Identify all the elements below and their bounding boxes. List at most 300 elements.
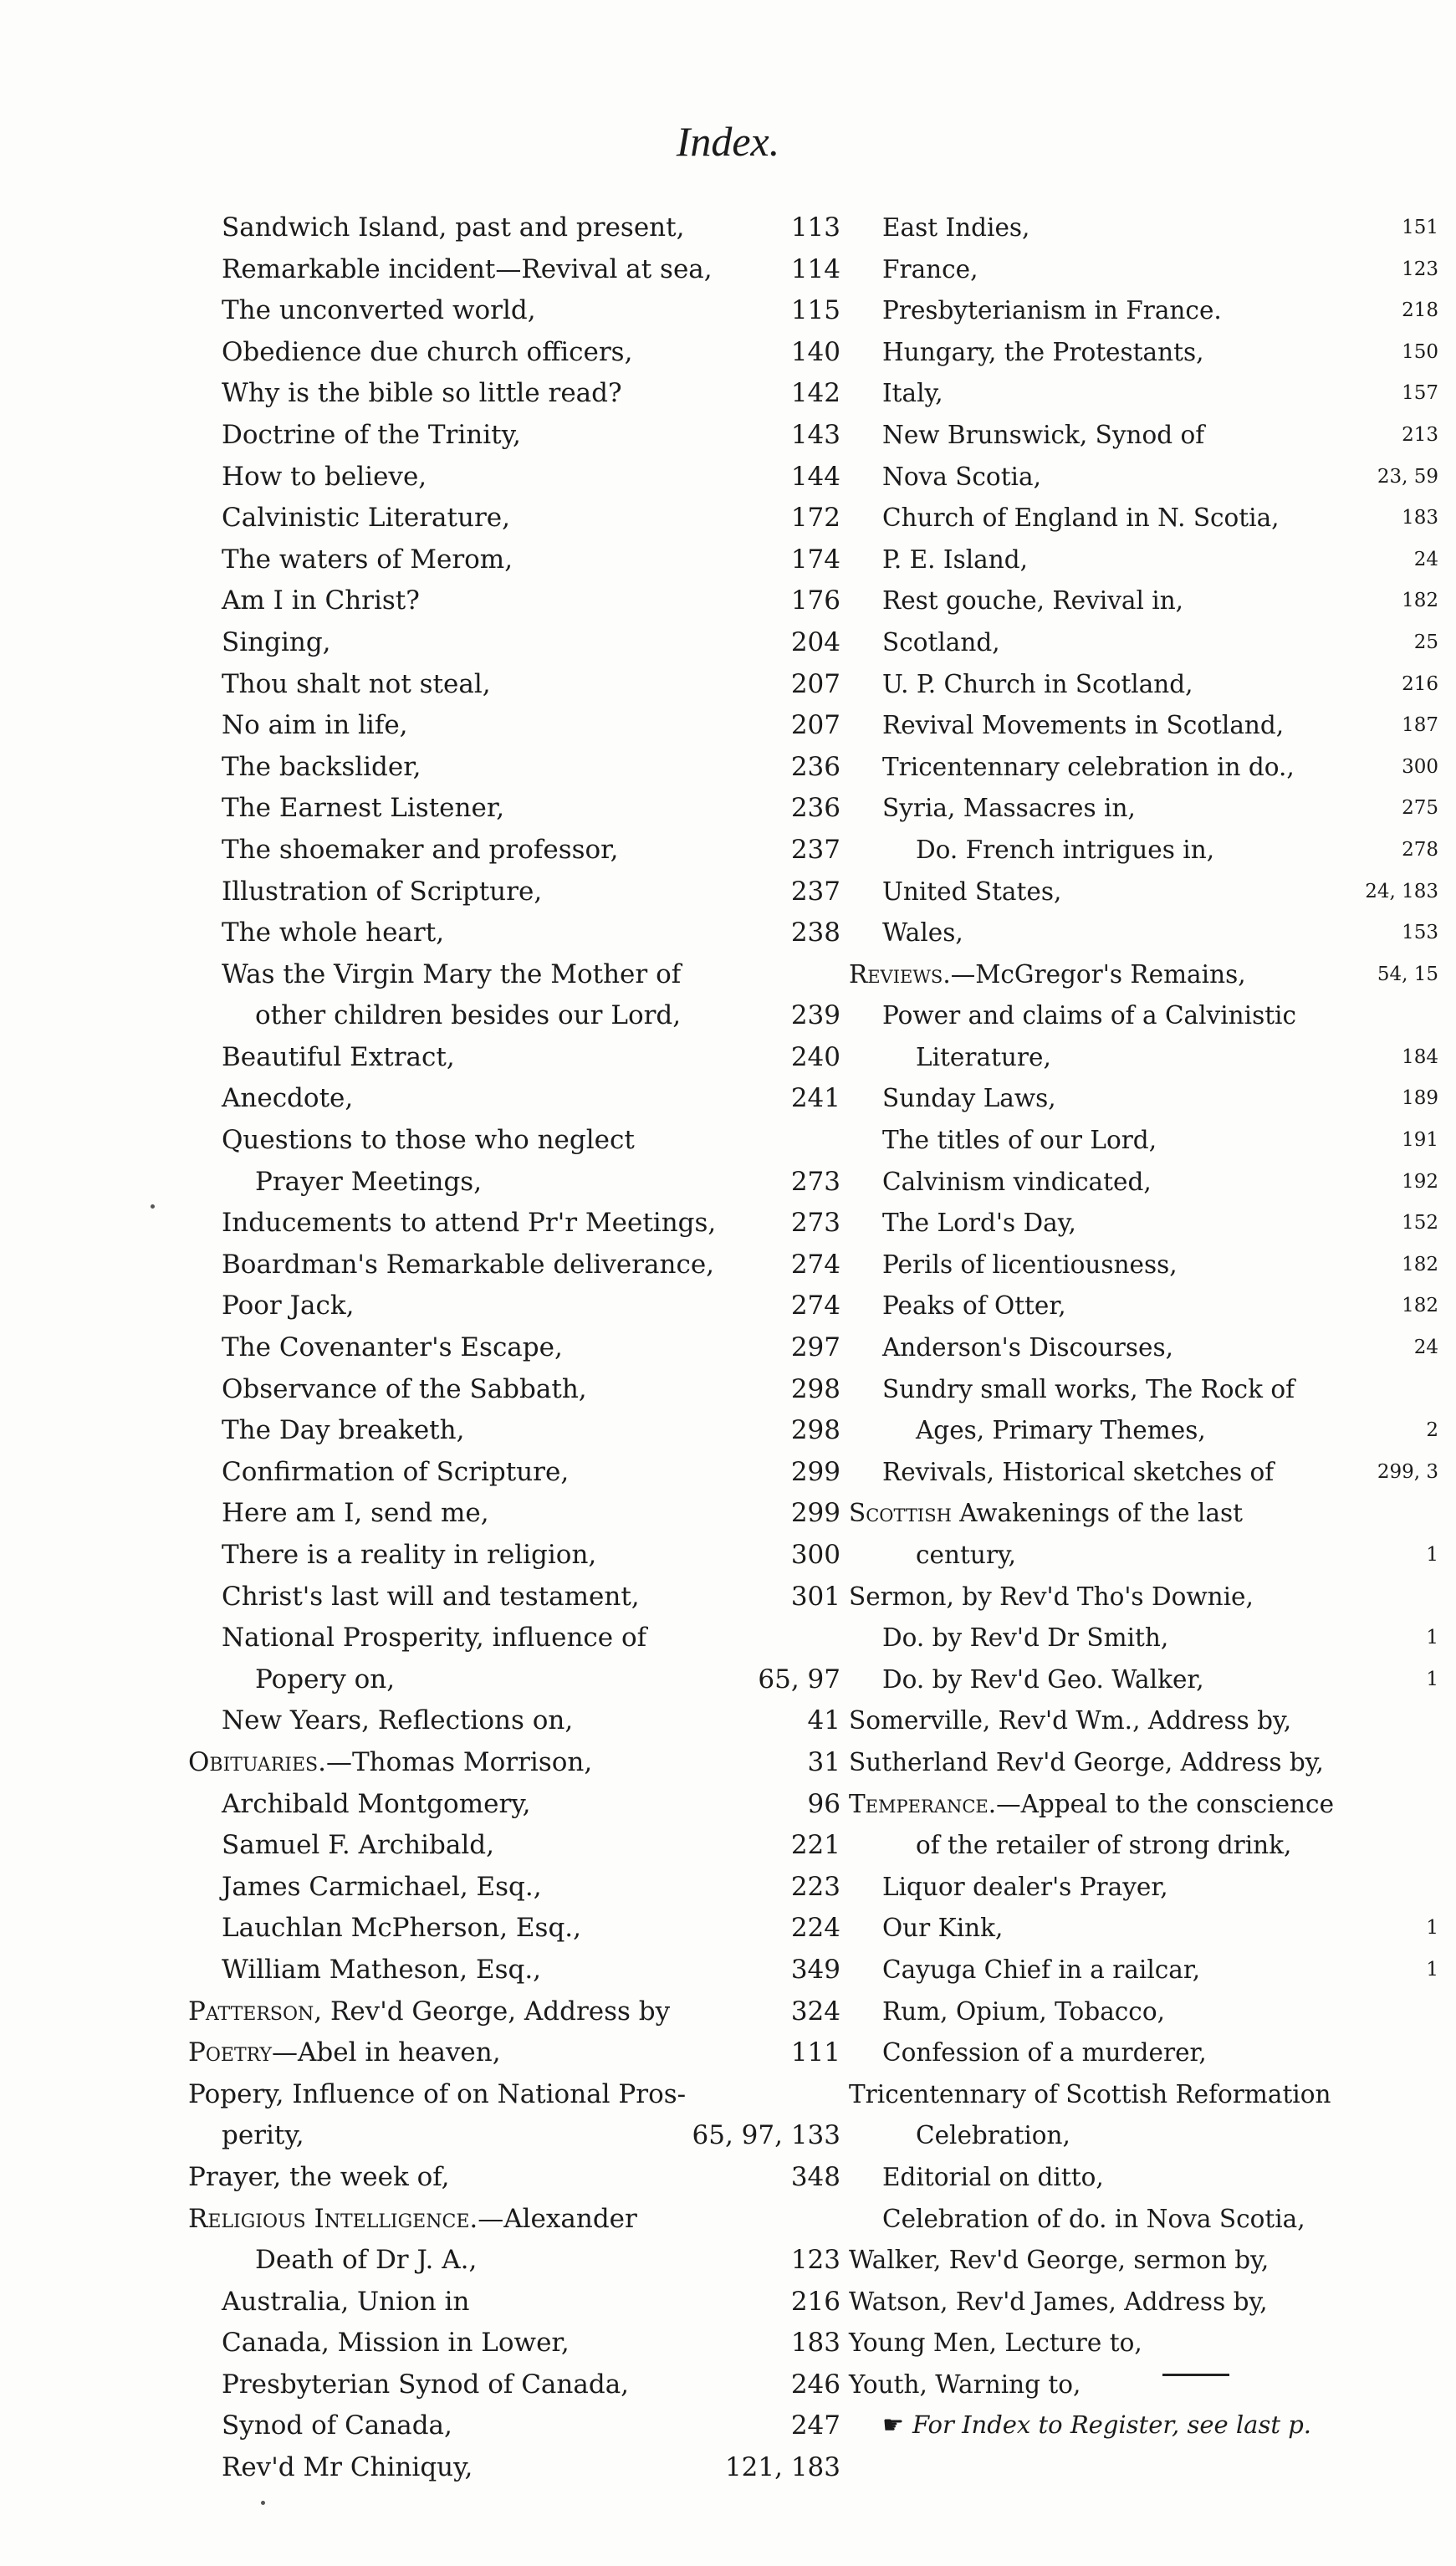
index-entry-page: 299 [790, 1456, 840, 1487]
index-entry-text: Patterson, Rev'd George, Address by [188, 1996, 671, 2027]
index-entry [188, 705, 840, 747]
index-entry [188, 1078, 840, 1120]
index-entry-text: Sandwich Island, past and present, [222, 212, 685, 243]
index-entry-page: 246 [790, 2369, 840, 2400]
index-entry-text: Confirmation of Scripture, [222, 1456, 570, 1487]
index-entry [188, 1162, 840, 1204]
index-entry-text: P. E. Island, [882, 544, 1028, 574]
index-entry-page: 113 [790, 212, 840, 243]
index-entry-page: 223 [790, 1871, 840, 1902]
index-entry-text: Presbyterianism in France. [882, 296, 1222, 325]
index-entry-text: New Years, Reflections on, [222, 1705, 574, 1736]
index-entry-text: Poetry—Abel in heaven, [188, 2037, 501, 2068]
index-entry-page: 151 [1402, 217, 1438, 238]
index-entry [849, 872, 1438, 913]
index-entry-text: Lauchlan McPherson, Esq., [222, 1913, 582, 1944]
index-entry [188, 1867, 840, 1909]
index-entry-page: 114 [790, 253, 840, 284]
index-entry-text: Poor Jack, [222, 1291, 355, 1321]
index-entry [849, 1245, 1438, 1286]
index-entry-page: 207 [790, 668, 840, 699]
index-entry-text: Do. French intrigues in, [916, 835, 1215, 864]
index-entry-page: 348 [790, 2161, 840, 2192]
index-entry-text: The backslider, [222, 751, 421, 782]
index-entry-text: How to believe, [222, 461, 427, 492]
index-entry-text: century, [916, 1541, 1017, 1569]
index-entry-text: Prayer, the week of, [188, 2161, 450, 2192]
index-entry-text: Liquor dealer's Prayer, [882, 1872, 1168, 1901]
index-entry-text: Do. by Rev'd Dr Smith, [882, 1623, 1169, 1653]
index-entry-text: Beautiful Extract, [222, 1041, 455, 1072]
index-entry [188, 747, 840, 789]
index-entry-text: Nova Scotia, [882, 462, 1041, 491]
index-entry-text: Prayer Meetings, [255, 1166, 483, 1197]
index-entry-page: 216 [790, 2286, 840, 2317]
index-entry-page: 191 [1402, 1129, 1438, 1152]
index-entry-text: No aim in life, [222, 710, 408, 741]
index-entry-text: The shoemaker and professor, [222, 834, 619, 865]
index-entry [188, 332, 840, 374]
index-entry-page: 236 [790, 793, 840, 824]
index-entry-page: 273 [790, 1208, 840, 1239]
index-entry [849, 1659, 1438, 1701]
index-entry [849, 1493, 1438, 1535]
index-entry-page: 150 [1402, 340, 1438, 363]
index-entry-text: Popery on, [255, 1664, 396, 1694]
index-entry [849, 373, 1438, 415]
index-entry [849, 2323, 1438, 2364]
index-entry [188, 1742, 840, 1784]
index-entry-text: Celebration, [916, 2121, 1070, 2150]
index-entry [849, 995, 1438, 1037]
index-entry [849, 249, 1438, 291]
index-entry-text: The Earnest Listener, [222, 793, 505, 824]
index-entry-page: 238 [790, 918, 840, 948]
index-entry [849, 2157, 1438, 2199]
index-entry-text: Questions to those who neglect [222, 1125, 635, 1156]
index-entry-page: 25 [1413, 631, 1438, 653]
index-entry [188, 1245, 840, 1286]
index-entry-page: 183 [790, 2328, 840, 2359]
index-entry-page: 152 [1402, 1212, 1438, 1234]
index-entry-text: Here am I, send me, [222, 1498, 489, 1529]
index-entry [188, 2032, 840, 2074]
index-entry-page: 2 [1426, 1419, 1438, 1442]
index-entry [849, 2240, 1438, 2282]
index-entry [188, 1410, 840, 1452]
index-entry-page: 111 [790, 2037, 840, 2068]
index-entry-page: 182 [1402, 1295, 1438, 1317]
index-entry [849, 1867, 1438, 1909]
footer-note [882, 2410, 1311, 2439]
index-entry-page: 140 [790, 336, 840, 367]
index-entry-text: Rest gouche, Revival in, [882, 586, 1184, 616]
index-entry [849, 207, 1438, 249]
index-entry [849, 332, 1438, 374]
index-entry-text: Power and claims of a Calvinistic [882, 1001, 1297, 1030]
index-entry [188, 249, 840, 291]
index-entry [188, 1203, 840, 1245]
index-entry-page: 123 [790, 2245, 840, 2276]
index-entry [188, 830, 840, 872]
index-entry [849, 415, 1438, 457]
index-entry-text: Cayuga Chief in a railcar, [882, 1955, 1201, 1984]
index-entry [188, 457, 840, 498]
index-entry [849, 705, 1438, 747]
index-entry [188, 580, 840, 622]
index-entry [188, 2199, 840, 2241]
index-entry [849, 664, 1438, 706]
index-entry-page: 278 [1402, 838, 1438, 861]
index-entry-text: France, [882, 254, 978, 284]
index-entry-text: The waters of Merom, [222, 544, 513, 575]
index-entry [188, 2240, 840, 2282]
index-entry-page: 240 [790, 1041, 840, 1072]
index-entry [849, 830, 1438, 872]
index-entry [188, 872, 840, 913]
index-entry-text: Observance of the Sabbath, [222, 1373, 587, 1404]
index-entry [849, 1742, 1438, 1784]
index-entry-page: 24 [1413, 1337, 1438, 1359]
index-entry-page: 31 [807, 1746, 840, 1777]
index-entry [188, 1452, 840, 1494]
index-entry-page: 189 [1402, 1087, 1438, 1110]
index-entry-page: 144 [790, 461, 840, 492]
index-entry-text: The whole heart, [222, 918, 445, 948]
index-entry-text: Youth, Warning to, [849, 2369, 1081, 2399]
index-entry-text: Singing, [222, 626, 331, 657]
index-entry-page: 301 [790, 1581, 840, 1612]
index-entry-page: 23, 59 [1377, 465, 1438, 488]
index-entry-text: Illustration of Scripture, [222, 876, 543, 907]
index-entry-text: The Covenanter's Escape, [222, 1332, 563, 1363]
index-entry-text: There is a reality in religion, [222, 1540, 597, 1570]
index-entry-page: 115 [790, 295, 840, 326]
index-entry-page: 41 [807, 1705, 840, 1736]
index-entry-text: Confession of a murderer, [882, 2038, 1207, 2068]
index-entry-page: 213 [1402, 423, 1438, 446]
index-entry-text: Scottish Awakenings of the last [849, 1499, 1244, 1528]
index-entry [849, 2115, 1438, 2157]
index-entry-page: 247 [790, 2410, 840, 2441]
index-entry [849, 1577, 1438, 1618]
index-entry-text: Tricentennary celebration in do., [882, 752, 1295, 781]
index-entry-page: 1 [1426, 1627, 1438, 1649]
index-entry-text: Reviews.—McGregor's Remains, [849, 959, 1246, 989]
index-entry-page: 121, 183 [724, 2452, 840, 2483]
index-entry-page: 1 [1426, 1668, 1438, 1690]
index-entry-page: 274 [790, 1249, 840, 1280]
index-entry [188, 2364, 840, 2406]
index-entry-page: 143 [790, 419, 840, 450]
index-entry-text: Christ's last will and testament, [222, 1581, 640, 1612]
index-entry [849, 2032, 1438, 2074]
index-entry-page: 1 [1426, 1958, 1438, 1981]
index-entry [188, 995, 840, 1037]
index-entry-text: Peaks of Otter, [882, 1291, 1066, 1321]
index-entry [188, 1286, 840, 1327]
index-entry-text: Samuel F. Archibald, [222, 1830, 494, 1861]
footer-rule [1162, 2374, 1229, 2376]
index-entry-text: Editorial on ditto, [882, 2162, 1104, 2191]
index-entry [849, 2074, 1438, 2116]
index-entry-page: 1 [1426, 1917, 1438, 1940]
stray-mark [261, 2501, 265, 2505]
index-entry-page: 299, 3 [1377, 1460, 1438, 1483]
index-entry-page: 184 [1402, 1045, 1438, 1068]
index-entry-page: 24, 183 [1365, 880, 1438, 902]
index-entry-text: Death of Dr J. A., [255, 2245, 478, 2276]
index-entry [188, 498, 840, 539]
index-entry [849, 1410, 1438, 1452]
index-entry [188, 1535, 840, 1577]
index-entry-text: Sundry small works, The Rock of [882, 1374, 1295, 1403]
index-entry [188, 415, 840, 457]
index-entry [188, 2074, 840, 2116]
pointing-hand-icon: ☛ [882, 2410, 904, 2439]
index-entry [188, 622, 840, 664]
index-entry [849, 498, 1438, 539]
index-entry-text: The titles of our Lord, [882, 1126, 1157, 1155]
index-entry-page: 207 [790, 710, 840, 741]
index-entry-page: 300 [790, 1540, 840, 1570]
index-entry-page: 298 [790, 1415, 840, 1446]
index-entry-text: Literature, [916, 1042, 1051, 1071]
index-entry-text: Remarkable incident—Revival at sea, [222, 253, 713, 284]
index-entry-text: National Prosperity, influence of [222, 1623, 647, 1654]
index-entry [188, 1618, 840, 1659]
index-entry-page: 1 [1426, 1544, 1438, 1566]
index-entry-page: 182 [1402, 1253, 1438, 1275]
index-entry-text: U. P. Church in Scotland, [882, 669, 1193, 698]
index-entry-text: Walker, Rev'd George, sermon by, [849, 2246, 1270, 2275]
index-entry-page: 236 [790, 751, 840, 782]
index-entry [849, 1120, 1438, 1162]
index-entry [849, 580, 1438, 622]
index-entry [849, 1825, 1438, 1867]
right-column [849, 207, 1438, 2405]
index-entry-text: Revivals, Historical sketches of [882, 1457, 1275, 1486]
index-entry-page: 65, 97 [758, 1664, 840, 1694]
index-entry [849, 1037, 1438, 1079]
index-entry [849, 1162, 1438, 1204]
index-entry [188, 1493, 840, 1535]
index-entry-text: James Carmichael, Esq., [222, 1871, 542, 1902]
index-entry [188, 2405, 840, 2447]
index-entry-page: 241 [790, 1083, 840, 1114]
index-entry-page: 224 [790, 1913, 840, 1944]
index-entry-text: Scotland, [882, 627, 1000, 657]
index-entry-page: 96 [807, 1788, 840, 1819]
index-entry-page: 274 [790, 1291, 840, 1321]
index-entry [849, 290, 1438, 332]
index-entry-text: East Indies, [882, 213, 1030, 242]
index-entry-page: 153 [1402, 922, 1438, 944]
index-entry-text: Perils of licentiousness, [882, 1250, 1178, 1279]
index-entry [188, 2323, 840, 2364]
index-entry-text: Temperance.—Appeal to the conscience [849, 1789, 1335, 1818]
index-entry [849, 1369, 1438, 1411]
index-entry [188, 1950, 840, 1991]
index-entry-text: Ages, Primary Themes, [916, 1416, 1206, 1445]
index-entry-page: 300 [1402, 755, 1438, 778]
index-entry-text: Do. by Rev'd Geo. Walker, [882, 1664, 1204, 1694]
index-entry [188, 1784, 840, 1826]
index-entry [188, 912, 840, 954]
index-entry [188, 1120, 840, 1162]
index-entry [188, 207, 840, 249]
index-entry-text: Italy, [882, 379, 943, 408]
index-entry [188, 2115, 840, 2157]
index-entry-page: 299 [790, 1498, 840, 1529]
index-entry-text: Obituaries.—Thomas Morrison, [188, 1746, 593, 1777]
index-entry-page: 221 [790, 1830, 840, 1861]
index-entry-page: 24 [1413, 548, 1438, 570]
index-entry-text: Tricentennary of Scottish Reformation [849, 2079, 1331, 2109]
index-entry-page: 176 [790, 585, 840, 616]
index-entry [188, 2157, 840, 2199]
index-entry [849, 1286, 1438, 1327]
index-entry [849, 2282, 1438, 2323]
index-entry-text: Syria, Massacres in, [882, 794, 1136, 823]
index-entry-text: Presbyterian Synod of Canada, [222, 2369, 630, 2400]
left-column [188, 207, 840, 2489]
index-entry [849, 1991, 1438, 2033]
index-entry-text: Australia, Union in [222, 2286, 470, 2317]
index-entry [849, 1452, 1438, 1494]
index-entry-text: Anderson's Discourses, [882, 1333, 1173, 1362]
index-entry [188, 1908, 840, 1950]
index-entry-text: Hungary, the Protestants, [882, 337, 1204, 366]
index-entry-page: 273 [790, 1166, 840, 1197]
index-entry-text: The Lord's Day, [882, 1209, 1076, 1238]
index-entry [849, 1700, 1438, 1742]
index-entry-page: 237 [790, 834, 840, 865]
index-entry [188, 1700, 840, 1742]
index-entry-text: Boardman's Remarkable deliverance, [222, 1249, 715, 1280]
index-entry [188, 2282, 840, 2323]
index-entry [849, 1908, 1438, 1950]
footer-note-text: For Index to Register, see last p. [912, 2410, 1312, 2439]
index-entry-text: Am I in Christ? [222, 585, 420, 616]
index-entry [188, 954, 840, 996]
index-entry [188, 1577, 840, 1618]
index-entry-text: Calvinism vindicated, [882, 1167, 1152, 1196]
index-entry-text: other children besides our Lord, [255, 1000, 682, 1031]
index-entry [849, 457, 1438, 498]
index-entry-text: New Brunswick, Synod of [882, 420, 1205, 449]
index-entry-text: Church of England in N. Scotia, [882, 503, 1280, 533]
index-entry [188, 290, 840, 332]
index-entry [188, 2447, 840, 2489]
index-entry-page: 54, 15 [1377, 963, 1438, 985]
index-entry-page: 182 [1402, 590, 1438, 612]
index-entry [188, 1659, 840, 1701]
index-entry-text: Rev'd Mr Chiniquy, [222, 2452, 473, 2483]
index-entry [849, 954, 1438, 996]
index-entry-page: 157 [1402, 382, 1438, 405]
stray-mark [151, 1204, 155, 1209]
index-entry [188, 664, 840, 706]
index-entry [849, 1327, 1438, 1369]
index-entry [849, 1950, 1438, 1991]
index-entry-text: Watson, Rev'd James, Address by, [849, 2287, 1268, 2316]
index-entry-page: 65, 97, 133 [692, 2120, 840, 2151]
index-entry-page: 174 [790, 544, 840, 575]
index-entry-page: 183 [1402, 507, 1438, 529]
index-entry-text: Our Kink, [882, 1914, 1004, 1943]
index-entry-text: Somerville, Rev'd Wm., Address by, [849, 1706, 1292, 1735]
index-entry-page: 275 [1402, 797, 1438, 820]
index-entry-text: Obedience due church officers, [222, 336, 633, 367]
index-entry-text: Sunday Laws, [882, 1084, 1056, 1113]
index-entry-text: Celebration of do. in Nova Scotia, [882, 2204, 1305, 2233]
index-entry [849, 622, 1438, 664]
index-entry-page: 297 [790, 1332, 840, 1363]
index-entry-page: 218 [1402, 299, 1438, 322]
page-title: Index. [676, 118, 780, 165]
index-entry-text: Young Men, Lecture to, [849, 2328, 1142, 2358]
index-entry-text: Doctrine of the Trinity, [222, 419, 521, 450]
index-entry-text: Thou shalt not steal, [222, 668, 491, 699]
index-entry-page: 123 [1402, 258, 1438, 280]
index-entry-page: 324 [790, 1996, 840, 2027]
index-entry-text: The Day breaketh, [222, 1415, 465, 1446]
index-entry-text: United States, [882, 877, 1062, 906]
index-entry-text: perity, [222, 2120, 304, 2151]
index-entry-page: 216 [1402, 672, 1438, 695]
index-entry [849, 747, 1438, 789]
index-entry [849, 1784, 1438, 1826]
index-entry-text: Sermon, by Rev'd Tho's Downie, [849, 1582, 1254, 1611]
index-entry [188, 539, 840, 581]
index-entry-text: Archibald Montgomery, [222, 1788, 531, 1819]
index-entry-text: William Matheson, Esq., [222, 1954, 542, 1985]
index-entry [188, 1037, 840, 1079]
index-entry [849, 539, 1438, 581]
index-entry [188, 1991, 840, 2033]
index-entry-text: Sutherland Rev'd George, Address by, [849, 1747, 1324, 1776]
index-entry-text: Canada, Mission in Lower, [222, 2328, 570, 2359]
index-entry [188, 788, 840, 830]
index-entry [849, 1203, 1438, 1245]
index-entry [849, 912, 1438, 954]
index-entry-text: Wales, [882, 918, 963, 948]
index-entry-page: 239 [790, 1000, 840, 1031]
index-entry [188, 373, 840, 415]
index-entry-text: Inducements to attend Pr'r Meetings, [222, 1208, 717, 1239]
index-entry-page: 204 [790, 626, 840, 657]
index-entry [849, 788, 1438, 830]
index-entry-page: 349 [790, 1954, 840, 1985]
index-entry [849, 2199, 1438, 2241]
index-entry-text: Was the Virgin Mary the Mother of [222, 958, 682, 989]
index-entry-page: 192 [1402, 1170, 1438, 1193]
index-entry [849, 2364, 1438, 2406]
index-entry-text: Synod of Canada, [222, 2410, 452, 2441]
index-entry-page: 298 [790, 1373, 840, 1404]
index-entry-text: of the retailer of strong drink, [916, 1831, 1292, 1860]
index-entry [849, 1535, 1438, 1577]
index-entry-text: Anecdote, [222, 1083, 354, 1114]
index-entry-text: Popery, Influence of on National Pros- [188, 2078, 687, 2109]
index-entry-page: 187 [1402, 714, 1438, 737]
index-entry-page: 142 [790, 378, 840, 409]
index-entry [849, 1078, 1438, 1120]
index-entry-page: 172 [790, 503, 840, 534]
index-entry-page: 237 [790, 876, 840, 907]
index-entry-text: Why is the bible so little read? [222, 378, 622, 409]
